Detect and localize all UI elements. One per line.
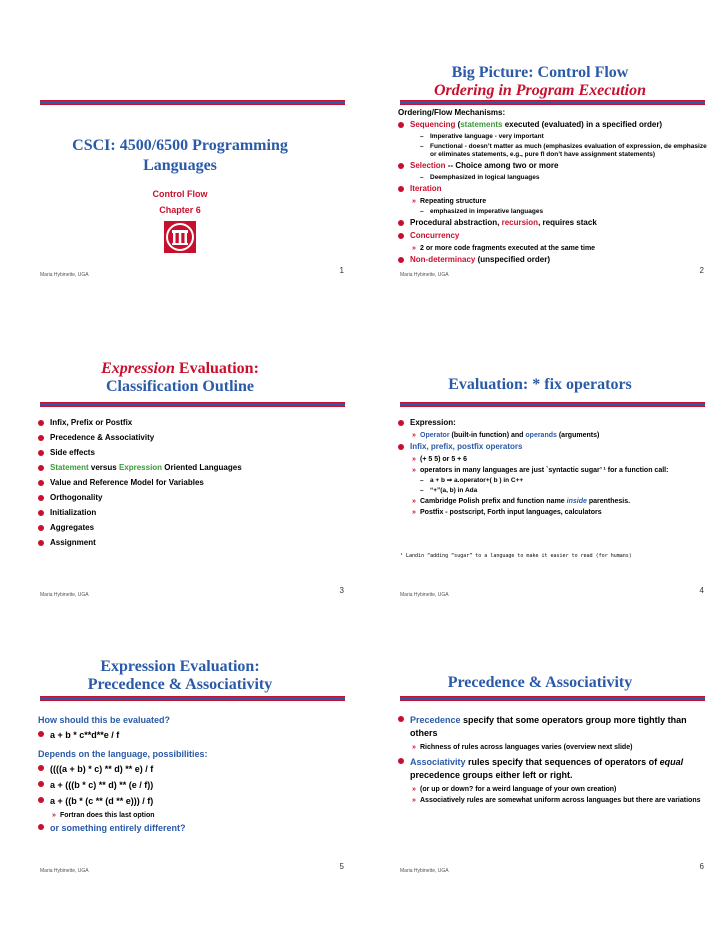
bullet-selection: Selection -- Choice among two or more — [398, 161, 708, 171]
footer-author: Maria Hybinette, UGA — [400, 868, 449, 874]
slide-1 — [0, 0, 360, 300]
slide-body: Ordering/Flow Mechanisms: Sequencing (statements executed (evaluated) in a specified order) – Imperative language - very important – Functional - doesn’t matter as much (emphasizes evaluation of expression, de emphasize or eliminates statements, e.g., pure fl don’t have assignment statements) Selection -- Choice among two or more – Deemphasized in logical languages Iteration » Repeating structure – emphasized in imperative languages Procedural abstraction, recursion, requires stack Concurrency » 2 or more code fragments executed at the same time Non-determinacy (unspecified order) — [398, 108, 708, 268]
list-item: Value and Reference Model for Variables — [38, 478, 348, 488]
list-item: Infix, Prefix or Postfix — [38, 418, 348, 428]
list-item: Side effects — [38, 448, 348, 458]
title-rule — [40, 100, 345, 105]
footnote: ¹ Landin “adding “sugar” to a language to make it easier to read (for humans) — [400, 553, 632, 559]
bullet-concurrency: Concurrency — [398, 231, 708, 241]
slide-title: Precedence & Associativity — [447, 674, 633, 691]
list-item: Assignment — [38, 538, 348, 548]
list-item: Initialization — [38, 508, 348, 518]
question: How should this be evaluated? — [38, 715, 171, 725]
course-title: CSCI: 4500/6500 Programming Languages — [72, 137, 288, 174]
possibility-1: ((((a + b) * c) ** d) ** e) / f — [38, 763, 348, 776]
bullet-nondeterminacy: Non-determinacy (unspecified order) — [398, 255, 708, 265]
slide-body: Expression: » Operator (built-in function) and operands (arguments) Infix, prefix, postfix operators » (+ 5 5) or 5 + 6 » operators in many languages are just `syntactic sugar’ ¹ for a function call: – a + b ⇒ a.operator+( b ) in C++ – “+”(a, b) in Ada » Cambridge Polish prefix and function name inside parenthesis. » Postfix - postscript, Forth input languages, calculators — [398, 418, 708, 519]
page-number: 6 — [699, 862, 704, 871]
slide-title: Expression Evaluation: Precedence & Associativity — [87, 658, 273, 693]
footer-author: Maria Hybinette, UGA — [400, 592, 449, 598]
page-number: 4 — [699, 586, 704, 595]
page-number: 5 — [339, 862, 344, 871]
slide-6 — [360, 640, 720, 940]
footer-author: Maria Hybinette, UGA — [40, 272, 89, 278]
slide-body: How should this be evaluated? a + b * c**d**e / f Depends on the language, possibilities: ((((a + b) * c) ** d) ** e) / f a + (((b * c) ** d) ** (e / f)) a + ((b * (c ** (d ** e))) / f) » Fortran does this last option or something entirely different? — [38, 714, 348, 838]
page-number: 1 — [339, 266, 344, 275]
something-else: or something entirely different? — [38, 822, 348, 835]
title-rule — [400, 402, 705, 407]
slide-body: Precedence specify that some operators group more tightly than others » Richness of rules across languages varies (overview next slide) Associativity rules specify that sequences of operators of equal precedence groups either left or right. » (or up or down? for a weird language of your own creation) » Associatively rules are somewhat uniform across languages but there are variations — [398, 714, 708, 807]
list-item: Aggregates — [38, 523, 348, 533]
title-rule — [400, 100, 705, 105]
slide-2 — [360, 0, 720, 300]
footer-author: Maria Hybinette, UGA — [40, 868, 89, 874]
possibility-3: a + ((b * (c ** (d ** e))) / f) — [38, 795, 348, 808]
uga-arch-logo — [164, 221, 196, 253]
depends: Depends on the language, possibilities: — [38, 749, 208, 759]
bullet-iteration: Iteration — [398, 184, 708, 194]
list-item: Precedence & Associativity — [38, 433, 348, 443]
bullet-sequencing: Sequencing (statements executed (evaluated) in a specified order) — [398, 120, 708, 130]
list-item: Orthogonality — [38, 493, 348, 503]
footer-author: Maria Hybinette, UGA — [400, 272, 449, 278]
page-number: 3 — [339, 586, 344, 595]
expression: a + b * c**d**e / f — [38, 729, 348, 742]
page-number: 2 — [699, 266, 704, 275]
possibility-2: a + (((b * c) ** d) ** (e / f)) — [38, 779, 348, 792]
slide-5 — [0, 640, 360, 940]
slide-title: Expression Evaluation: Classification Outline — [101, 360, 259, 395]
title-rule — [40, 696, 345, 701]
slide-4 — [360, 320, 720, 620]
subtitle-control-flow: Control Flow — [152, 189, 208, 199]
title-rule — [400, 696, 705, 701]
title-rule — [40, 402, 345, 407]
footer-author: Maria Hybinette, UGA — [40, 592, 89, 598]
slide-title: Big Picture: Control Flow Ordering in Program Execution — [433, 64, 647, 99]
subtitle-chapter: Chapter 6 — [159, 205, 201, 215]
slide-body — [38, 418, 348, 553]
slide-3 — [0, 320, 360, 620]
list-item: Statement versus Expression Oriented Languages — [38, 463, 348, 473]
slide-title: Evaluation: * fix operators — [448, 376, 632, 393]
bullet-procedural: Procedural abstraction, recursion, requires stack — [398, 218, 708, 228]
heading: Ordering/Flow Mechanisms: — [398, 108, 506, 117]
